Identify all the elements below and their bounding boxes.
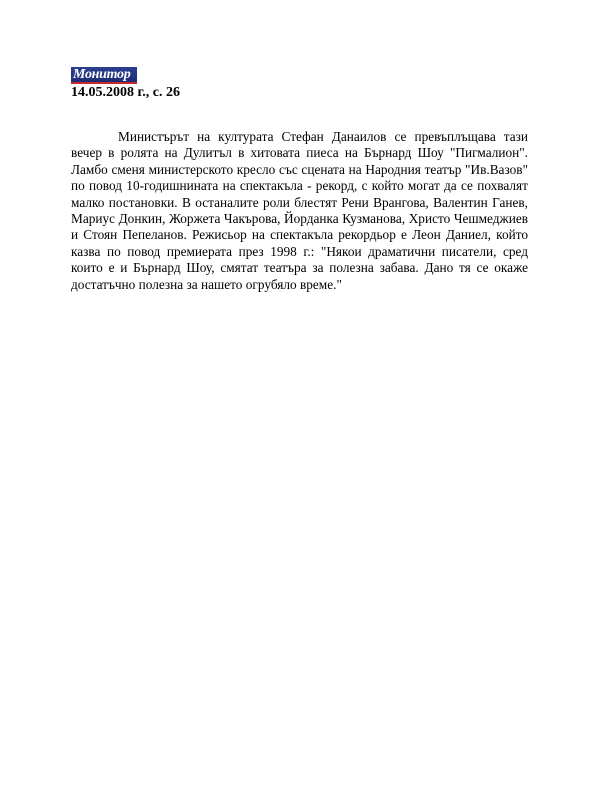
newspaper-logo-text: Монитор [73,67,131,82]
newspaper-logo [71,67,137,84]
publication-date: 14.05.2008 г., с. 26 [71,85,180,100]
article-body: Министърът на културата Стефан Данаилов се превъплъщава тази вечер в ролята на Дулитъл в хитовата пиеса на Бърнард Шоу "Пигмалион". Ламбо сменя министерското кресло със сцената на Народния театър "Ив.Вазов" по повод 10-годишнината на спектакъла - рекорд, с който могат да се похвалят малко постановки. В останалите роли блестят Рени Врангова, Валентин Ганев, Мариус Донкин, Жоржета Чакърова, Йорданка Кузманова, Христо Чешмеджиев и Стоян Пепеланов. Режисьор на спектакъла рекордьор е Леон Даниел, който казва по повод премиерата през 1998 г.: "Някои драматични писатели, сред които е и Бърнард Шоу, смятат театъра за полезна забава. Дано тя се окаже достатъчно полезна за нашето огрубяло време." [71,129,528,292]
